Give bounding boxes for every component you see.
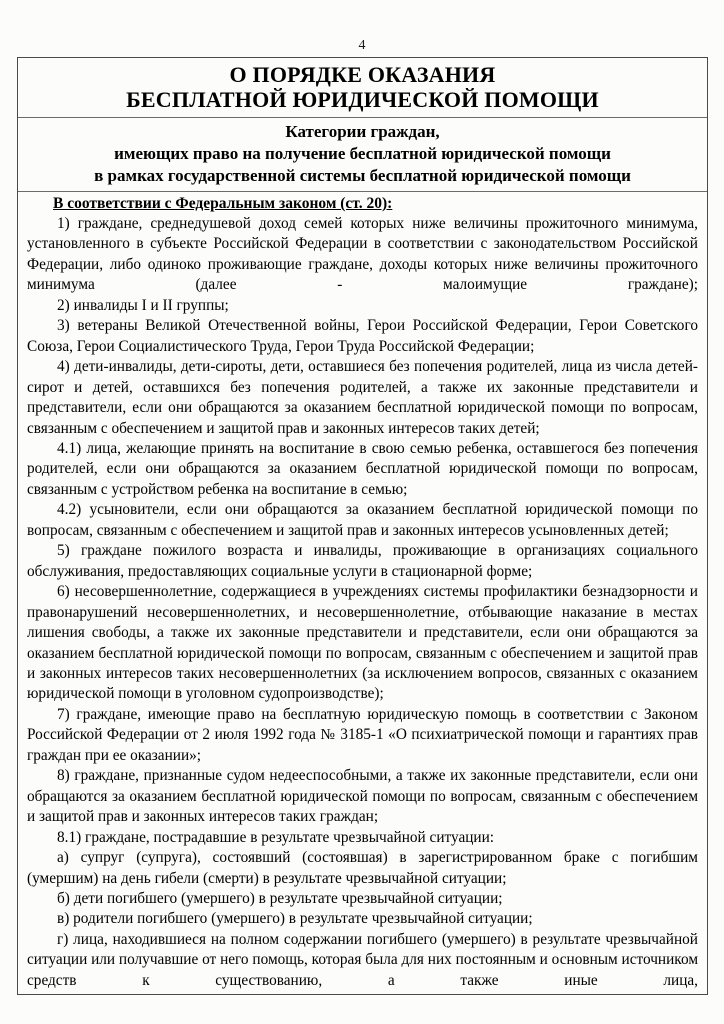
subtitle-line-1: Категории граждан, — [285, 122, 440, 141]
section-heading: В соответствии с Федеральным законом (ст. 20): — [53, 195, 393, 212]
title-line-1: О ПОРЯДКЕ ОКАЗАНИЯ — [229, 62, 496, 87]
title-block — [18, 58, 707, 118]
list-item: 4.1) лица, желающие принять на воспитание в свою семью ребенка, оставшегося без попечения родителей, если они обращаются за оказанием бесплатной юридической помощи по вопросам, связанным с устройством ребенка на воспитание в семью; — [27, 439, 698, 498]
subtitle-line-2: имеющих право на получение бесплатной юридической помощи — [114, 144, 611, 163]
list-item: 4.2) усыновители, если они обращаются за оказанием бесплатной юридической помощи по вопросам, связанным с обеспечением и защитой прав и законных интересов усыновленных детей; — [27, 501, 698, 539]
subtitle-block — [18, 118, 707, 192]
list-item: б) дети погибшего (умершего) в результате чрезвычайной ситуации; — [57, 889, 503, 907]
subtitle-line-3: в рамках государственной системы бесплатной юридической помощи — [94, 166, 631, 185]
list-item: 3) ветераны Великой Отечественной войны, Герои Российской Федерации, Герои Советского Союза, Герои Социалистического Труда, Герои Труда Российской Федерации; — [27, 317, 698, 355]
list-item: 7) граждане, имеющие право на бесплатную юридическую помощь в соответствии с Законом Российской Федерации от 2 июля 1992 года № 3185-1 «О психиатрической помощи и гарантиях прав граждан при ее оказании»; — [27, 705, 698, 764]
list-item: а) супруг (супруга), состоявший (состоявшая) в зарегистрированном браке с погибшим (умершим) на день гибели (смерти) в результате чрезвычайной ситуации; — [27, 849, 698, 887]
list-item: в) родители погибшего (умершего) в результате чрезвычайной ситуации; — [57, 910, 533, 928]
list-item: 8.1) граждане, пострадавшие в результате чрезвычайной ситуации: — [57, 828, 495, 846]
body-block — [18, 192, 707, 994]
list-item: 5) граждане пожилого возраста и инвалиды, проживающие в организациях социального обслуживания, предоставляющих социальные услуги в стационарной форме; — [27, 542, 698, 580]
title-line-2: БЕСПЛАТНОЙ ЮРИДИЧЕСКОЙ ПОМОЩИ — [126, 87, 599, 112]
document-frame — [17, 57, 708, 995]
list-item: 2) инвалиды I и II группы; — [57, 296, 229, 314]
list-item: 8) граждане, признанные судом недееспособными, а также их законные представители, если они обращаются за оказанием бесплатной юридической помощи по вопросам, связанным с обеспечением и защитой прав и законных интересов таких граждан; — [27, 767, 698, 826]
list-item: 1) граждане, среднедушевой доход семей которых ниже величины прожиточного минимума, установленного в субъекте Российской Федерации в соответствии с законодательством Российской Федерации, либо одиноко проживающие граждане, доходы которых ниже величины прожиточного минимума (далее - малоимущие граждане); — [27, 215, 698, 294]
list-item: 4) дети-инвалиды, дети-сироты, дети, оставшиеся без попечения родителей, лица из числа детей-сирот и детей, оставшихся без попечения родителей, а также их законные представители и представители, если они обращаются за оказанием бесплатной юридической помощи по вопросам, связанным с обеспечением и защитой прав и законных интересов таких детей; — [27, 358, 698, 437]
list-item: г) лица, находившиеся на полном содержании погибшего (умершего) в результате чрезвычайной ситуации или получавшие от него помощь, которая была для них постоянным и основным источником средств к существованию, а также иные лица, — [27, 930, 699, 989]
page-number: 4 — [358, 38, 366, 53]
list-item: 6) несовершеннолетние, содержащиеся в учреждениях системы профилактики безнадзорности и правонарушений несовершеннолетних, и несовершеннолетние, отбывающие наказание в местах лишения свободы, а также их законные представители и представители, если они обращаются за оказанием бесплатной юридической помощи по вопросам, связанным с обеспечением и защитой прав и законных интересов таких несовершеннолетних (за исключением вопросов, связанных с оказанием юридической помощи в уголовном судопроизводстве); — [27, 583, 698, 703]
